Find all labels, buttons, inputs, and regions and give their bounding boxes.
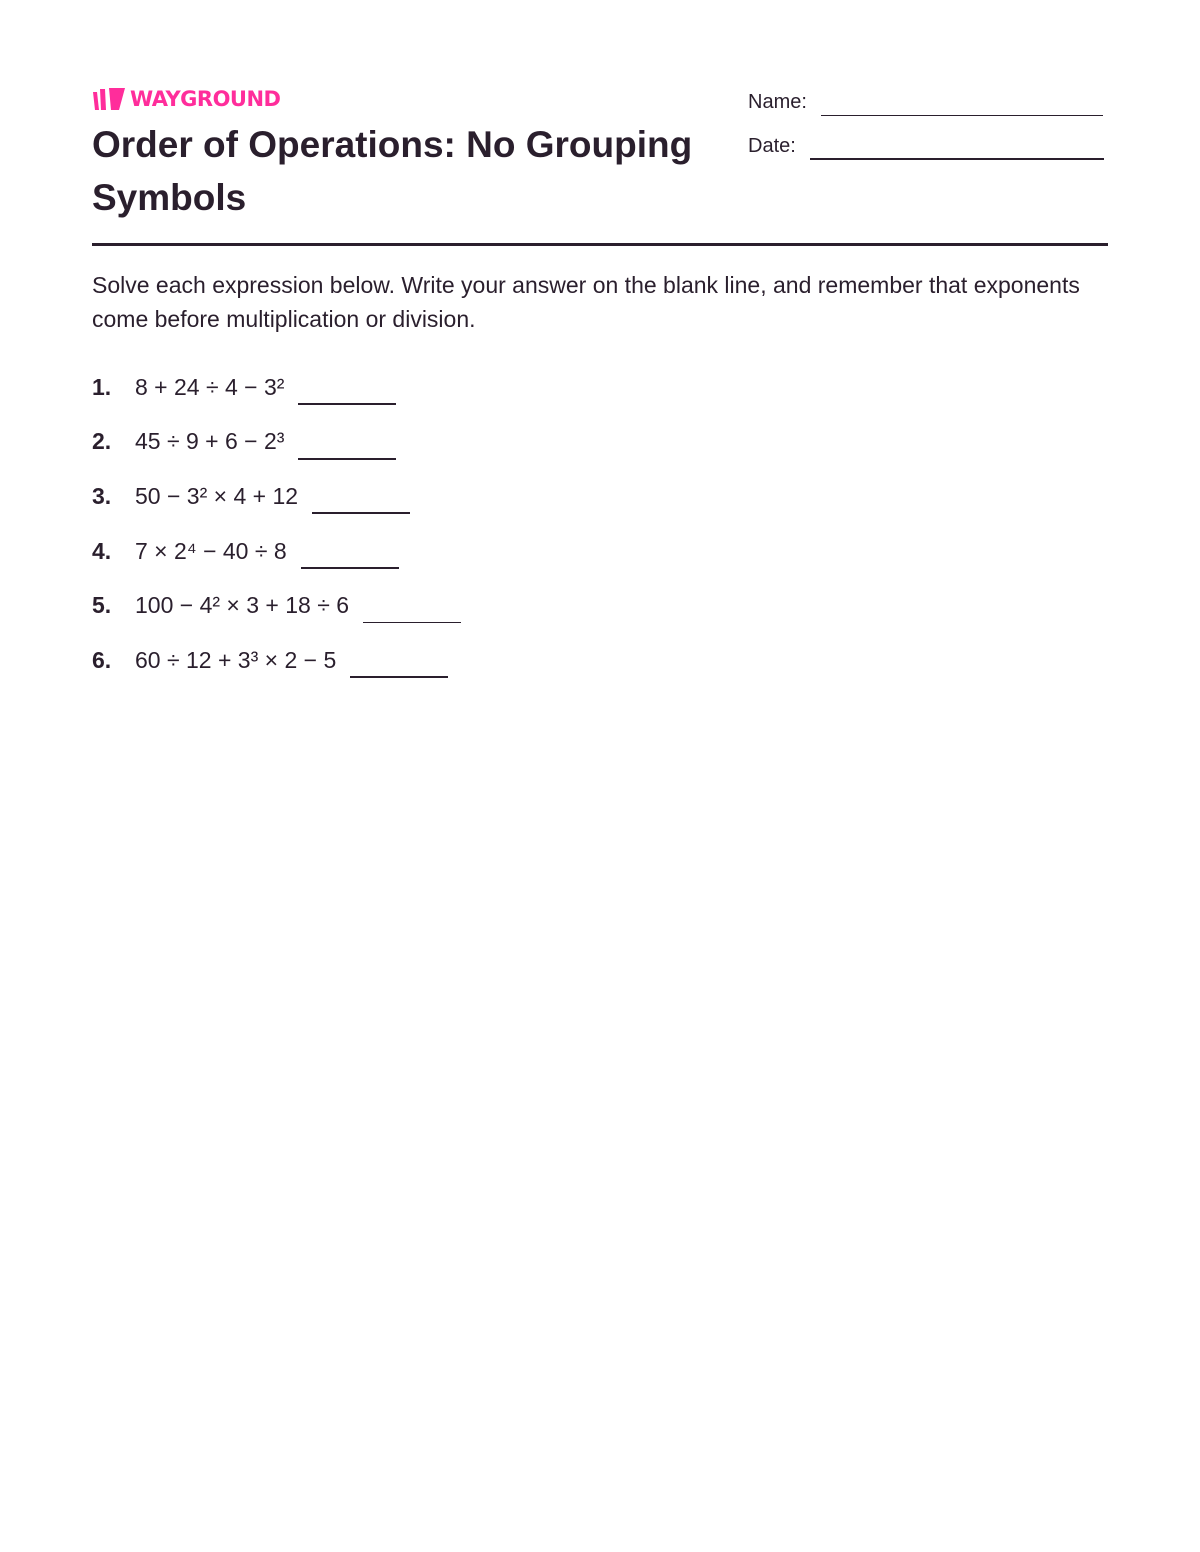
page-title: Order of Operations: No Grouping Symbols xyxy=(92,124,693,218)
problem-list xyxy=(92,360,461,688)
problem-expression: 50 − 3² × 4 + 12 xyxy=(135,482,299,509)
date-label: Date: xyxy=(748,135,796,157)
problem-number: 1. xyxy=(92,373,112,400)
problem-item xyxy=(92,633,461,688)
problem-number: 4. xyxy=(92,537,112,564)
date-field xyxy=(748,132,1104,160)
problem-item xyxy=(92,415,461,470)
problem-number: 6. xyxy=(92,646,112,673)
problem-item xyxy=(92,469,461,524)
answer-blank[interactable] xyxy=(298,458,396,460)
answer-blank[interactable] xyxy=(363,622,461,623)
problem-expression: 7 × 2⁴ − 40 ÷ 8 xyxy=(135,537,287,564)
brand-logo xyxy=(92,86,281,112)
problem-expression: 45 ÷ 9 + 6 − 2³ xyxy=(135,428,285,455)
instructions: Solve each expression below. Write your answer on the blank line, and remember that exponents come before multiplication or division. xyxy=(92,272,1080,332)
name-blank-line[interactable] xyxy=(821,89,1103,116)
problem-number: 5. xyxy=(92,592,112,619)
answer-blank[interactable] xyxy=(312,512,410,514)
answer-blank[interactable] xyxy=(350,676,448,678)
header-divider xyxy=(92,243,1108,246)
date-blank-line[interactable] xyxy=(810,132,1104,160)
answer-blank[interactable] xyxy=(301,567,399,569)
problem-item xyxy=(92,360,461,415)
wayground-logo-mark-icon xyxy=(92,86,126,112)
problem-item xyxy=(92,524,461,579)
problem-expression: 60 ÷ 12 + 3³ × 2 − 5 xyxy=(135,646,337,673)
problem-number: 2. xyxy=(92,428,112,455)
answer-blank[interactable] xyxy=(298,403,396,405)
problem-number: 3. xyxy=(92,482,112,509)
name-field xyxy=(748,88,1103,116)
problem-expression: 100 − 4² × 3 + 18 ÷ 6 xyxy=(135,592,350,619)
brand-name: WAYGROUND xyxy=(130,87,281,111)
problem-item xyxy=(92,578,461,633)
name-label: Name: xyxy=(748,91,807,113)
problem-expression: 8 + 24 ÷ 4 − 3² xyxy=(135,373,285,400)
